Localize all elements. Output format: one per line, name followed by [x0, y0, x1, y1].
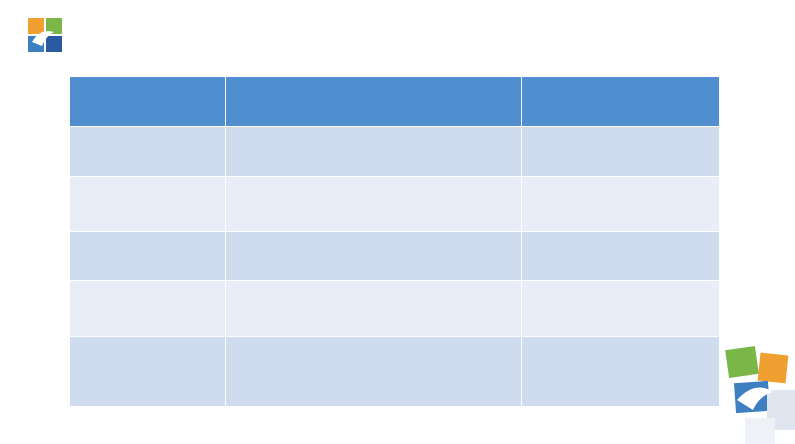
apartment-number-cell [70, 337, 226, 407]
table-row [70, 337, 720, 407]
decorative-blocks-icon [715, 340, 795, 444]
decorative-dots-top [90, 24, 790, 32]
table-row [70, 232, 720, 281]
apartment-number-cell [70, 177, 226, 232]
description-cell [522, 127, 720, 177]
header-description [522, 77, 720, 127]
apartment-number-cell [70, 232, 226, 281]
contact-cell [226, 177, 522, 232]
contact-cell [226, 127, 522, 177]
description-cell [522, 337, 720, 407]
apartment-number-cell [70, 281, 226, 337]
logo-mark-icon [28, 18, 62, 52]
contact-cell [226, 232, 522, 281]
description-cell [522, 177, 720, 232]
description-cell [522, 281, 720, 337]
header-contact [226, 77, 522, 127]
logo [6, 18, 70, 88]
description-cell [522, 232, 720, 281]
table-row [70, 127, 720, 177]
apartments-table [69, 76, 720, 407]
table-header-row [70, 77, 720, 127]
table-row [70, 281, 720, 337]
header-apartment-number [70, 77, 226, 127]
decorative-dots-bottom [18, 402, 698, 410]
table-row [70, 177, 720, 232]
apartment-number-cell [70, 127, 226, 177]
contact-cell [226, 337, 522, 407]
contact-cell [226, 281, 522, 337]
